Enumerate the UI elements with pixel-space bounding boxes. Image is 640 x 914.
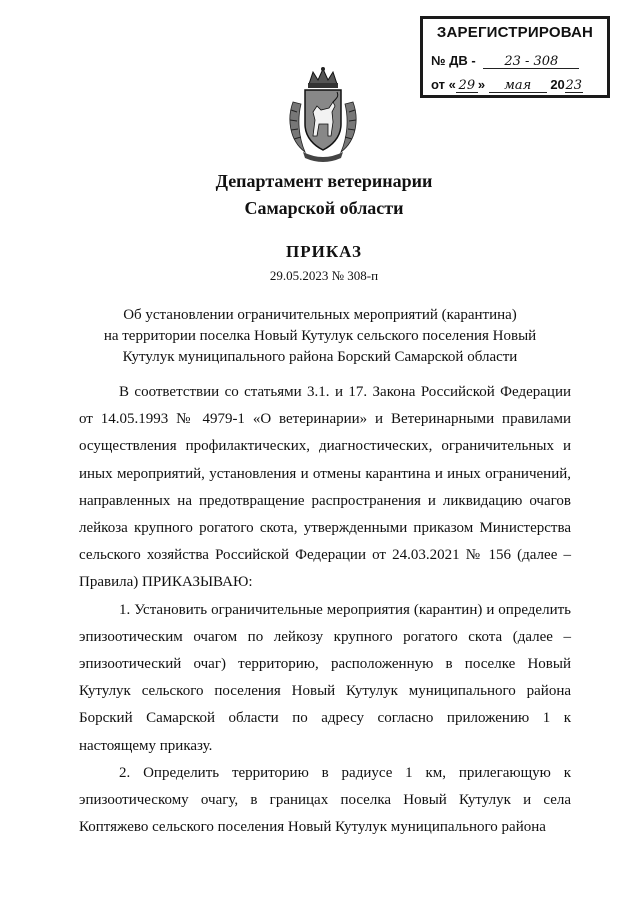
- stamp-year-prefix: 20: [550, 77, 565, 92]
- document-type-title: ПРИКАЗ: [286, 242, 362, 261]
- document-date-number: 29.05.2023 № 308-п: [269, 268, 379, 283]
- order-body: [79, 379, 571, 841]
- stamp-date-row: [431, 77, 583, 93]
- order-subject: [70, 305, 570, 368]
- clause-1-paragraph: 1. Установить ограничительные мероприятия (карантин) и определить эпизоотическим очагом по лейкозу крупного рогатого скота (далее – эпизоотический очаг) территорию, расположенную в поселке Новый Кутулук сельского поселения Новый Кутулук муниципального района Борский Самарской области по адресу согласно приложению 1 к настоящему приказу.: [79, 601, 571, 754]
- subject-line-2: на территории поселка Новый Кутулук сельского поселения Новый: [103, 328, 537, 344]
- subject-line-3: Кутулук муниципального района Борский Самарской области: [122, 349, 518, 365]
- stamp-number-row: [431, 53, 579, 69]
- preamble-paragraph: В соответствии со статьями 3.1. и 17. Закона Российской Федерации от 14.05.1993 № 4979-1 «О ветеринарии» и Ветеринарными правилами осуществления профилактических, диагностических, ограничительных и иных мероприятий, установления и отмены карантина и иных ограничений, направленных на предотвращение распространения и ликвидацию очагов лейкоза крупного рогатого скота, утвержденными приказом Министерства сельского хозяйства Российской Федерации от 24.03.2021 № 156 (далее – Правила) ПРИКАЗЫВАЮ:: [79, 384, 571, 591]
- organization-name-line2: Самарской области: [244, 198, 404, 218]
- clause-2-paragraph: 2. Определить территорию в радиусе 1 км, прилегающую к эпизоотическому очагу, в границах поселка Новый Кутулук и села Коптяжево сельского поселения Новый Кутулук муниципального района: [79, 764, 571, 836]
- registration-stamp: [420, 16, 610, 98]
- stamp-title: ЗАРЕГИСТРИРОВАН: [436, 24, 594, 41]
- stamp-date-label: от «: [431, 77, 456, 92]
- stamp-month: мая: [489, 80, 547, 93]
- stamp-number-value: 23 - 308: [483, 56, 579, 69]
- subject-line-1: Об установлении ограничительных мероприятий (карантина): [123, 307, 517, 323]
- stamp-year-suffix: 23: [565, 78, 583, 93]
- stamp-day: 29: [456, 80, 478, 93]
- organization-name-line1: Департамент ветеринарии: [215, 171, 433, 191]
- samara-coat-of-arms-icon: [283, 66, 363, 162]
- stamp-date-mid: »: [477, 77, 486, 92]
- stamp-number-label: № ДВ -: [431, 53, 476, 68]
